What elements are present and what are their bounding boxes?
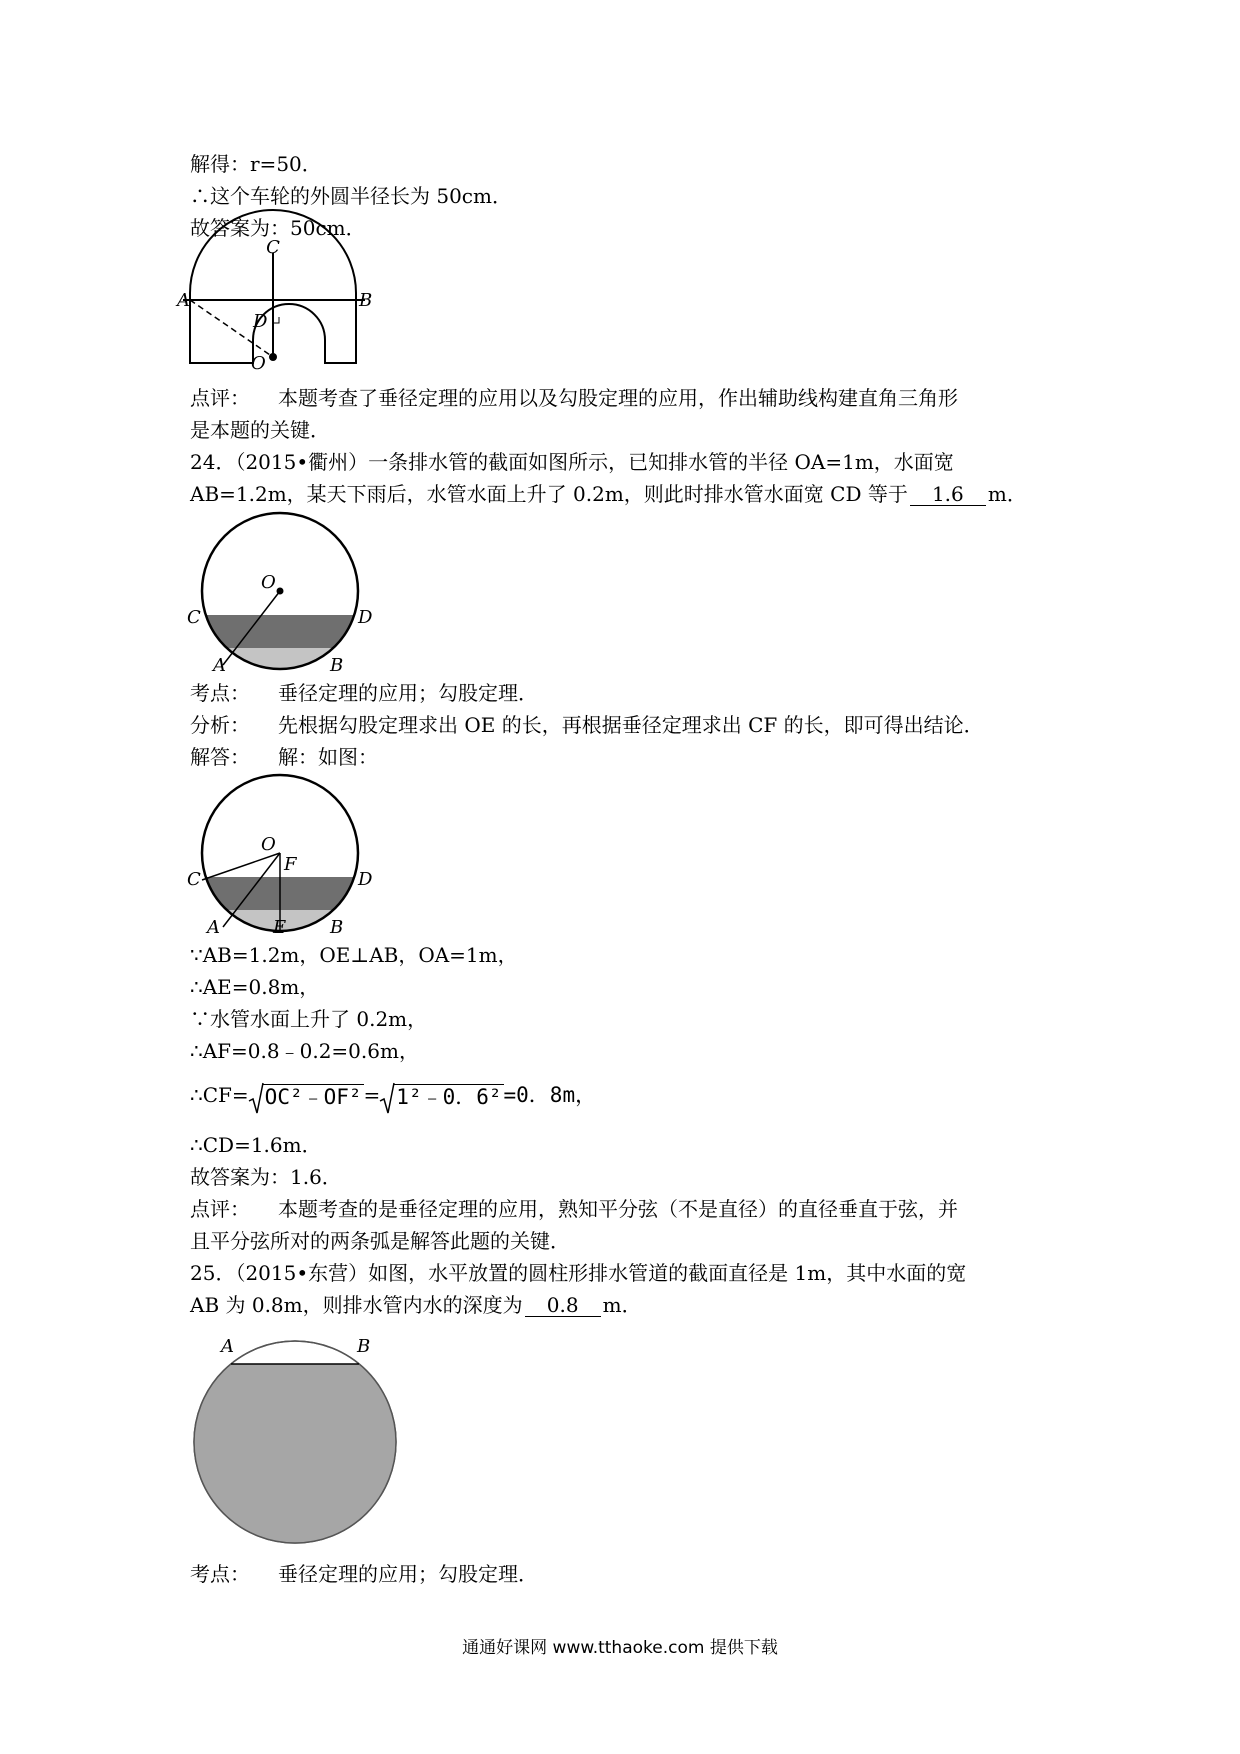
label-c: C [266, 237, 280, 258]
radical-1 [249, 1077, 364, 1117]
q24-stem-text-2: AB=1.2m，某天下雨后，水管水面上升了 0.2m，则此时排水管水面宽 CD 等于 [190, 482, 908, 506]
step-2: ∴AE=0.8m， [190, 975, 320, 999]
q24-answer-blank: 1.6 [910, 483, 986, 506]
answer-line: 故答案为：1.6． [190, 1165, 342, 1189]
label-a: A [213, 655, 226, 676]
radical-1-body: OC²﹣OF² [264, 1084, 362, 1109]
point-label: 考点： [190, 681, 250, 705]
q24-review-1 [190, 1195, 958, 1223]
label-d: D [358, 607, 373, 628]
q24-figure [185, 508, 385, 676]
solution-line: 解得：r=50． [190, 152, 322, 176]
label-b: B [359, 290, 373, 311]
label-d: D [358, 869, 373, 890]
review-line-2: 是本题的关键． [190, 418, 330, 442]
q24-unit: m． [987, 482, 1027, 506]
q25-point [190, 1560, 538, 1588]
q24-stem-2 [190, 480, 1027, 508]
point-text: 垂径定理的应用；勾股定理． [278, 681, 538, 705]
label-c: C [187, 607, 201, 628]
review-label: 点评： [190, 386, 250, 410]
label-b: B [357, 1336, 371, 1357]
q24-stem-1 [190, 448, 954, 476]
formula-suffix: =0．8m， [503, 1083, 597, 1107]
q25-stem-text: AB 为 0.8m，则排水管内水的深度为 [190, 1293, 523, 1317]
label-a: A [221, 1336, 234, 1357]
q24-stem-text: 一条排水管的截面如图所示，已知排水管的半径 OA=1m，水面宽 [368, 450, 954, 474]
q24-review-2: 且平分弦所对的两条弧是解答此题的关键． [190, 1229, 570, 1253]
q24-solution-figure [185, 770, 385, 938]
step-4: ∴AF=0.8﹣0.2=0.6m， [190, 1039, 419, 1063]
q25-unit: m． [602, 1293, 642, 1317]
label-c: C [187, 869, 201, 890]
formula-prefix: ∴CF= [190, 1083, 249, 1107]
point-text: 垂径定理的应用；勾股定理． [278, 1562, 538, 1586]
q25-answer-blank: 0.8 [525, 1294, 601, 1317]
review-text: 本题考查了垂径定理的应用以及勾股定理的应用，作出辅助线构建直角三角形 [278, 386, 958, 410]
q24-number: 24．（2015•衢州） [190, 450, 369, 474]
solution-label: 解答： [190, 745, 250, 769]
label-b: B [330, 655, 344, 676]
q25-stem-1: 25．（2015•东营）如图，水平放置的圆柱形排水管道的截面直径是 1m，其中水面的宽 [190, 1261, 967, 1285]
q25-stem-2 [190, 1291, 642, 1319]
step-6: ∴CD=1.6m． [190, 1133, 322, 1157]
analysis-label: 分析： [190, 713, 250, 737]
solution-text: 解：如图： [278, 745, 378, 769]
q24-analysis [190, 711, 984, 739]
label-o: O [251, 353, 266, 374]
answer-line: 故答案为：50cm． [190, 216, 366, 240]
q25-figure [185, 1325, 405, 1550]
radical-2-body: 1²﹣0．6² [396, 1084, 502, 1109]
point-label: 考点： [190, 1562, 250, 1586]
label-o: O [261, 834, 276, 855]
water-region [185, 1364, 405, 1564]
label-b: B [330, 917, 344, 938]
label-e: E [273, 917, 287, 938]
label-d: D [253, 311, 268, 332]
formula-equals: = [363, 1083, 381, 1107]
q24-solution [190, 743, 378, 771]
conclusion-line: ∴这个车轮的外圆半径长为 50cm． [190, 184, 512, 208]
label-a: A [177, 290, 190, 311]
label-o: O [261, 572, 276, 593]
step-3: ∵水管水面上升了 0.2m， [190, 1007, 428, 1031]
wheel-figure [177, 237, 385, 375]
step-5-formula [190, 1075, 596, 1117]
review-line-1 [190, 384, 958, 412]
label-f: F [284, 854, 297, 875]
label-a: A [207, 917, 220, 938]
review-label: 点评： [190, 1197, 250, 1221]
page-footer: 通通好课网 www.tthaoke.com 提供下载 [462, 1638, 778, 1658]
step-1: ∵AB=1.2m，OE⊥AB，OA=1m， [190, 943, 518, 967]
radical-2 [380, 1077, 503, 1117]
q24-point [190, 679, 538, 707]
analysis-text: 先根据勾股定理求出 OE 的长，再根据垂径定理求出 CF 的长，即可得出结论． [278, 713, 984, 737]
review-text: 本题考查的是垂径定理的应用，熟知平分弦（不是直径）的直径垂直于弦，并 [278, 1197, 958, 1221]
